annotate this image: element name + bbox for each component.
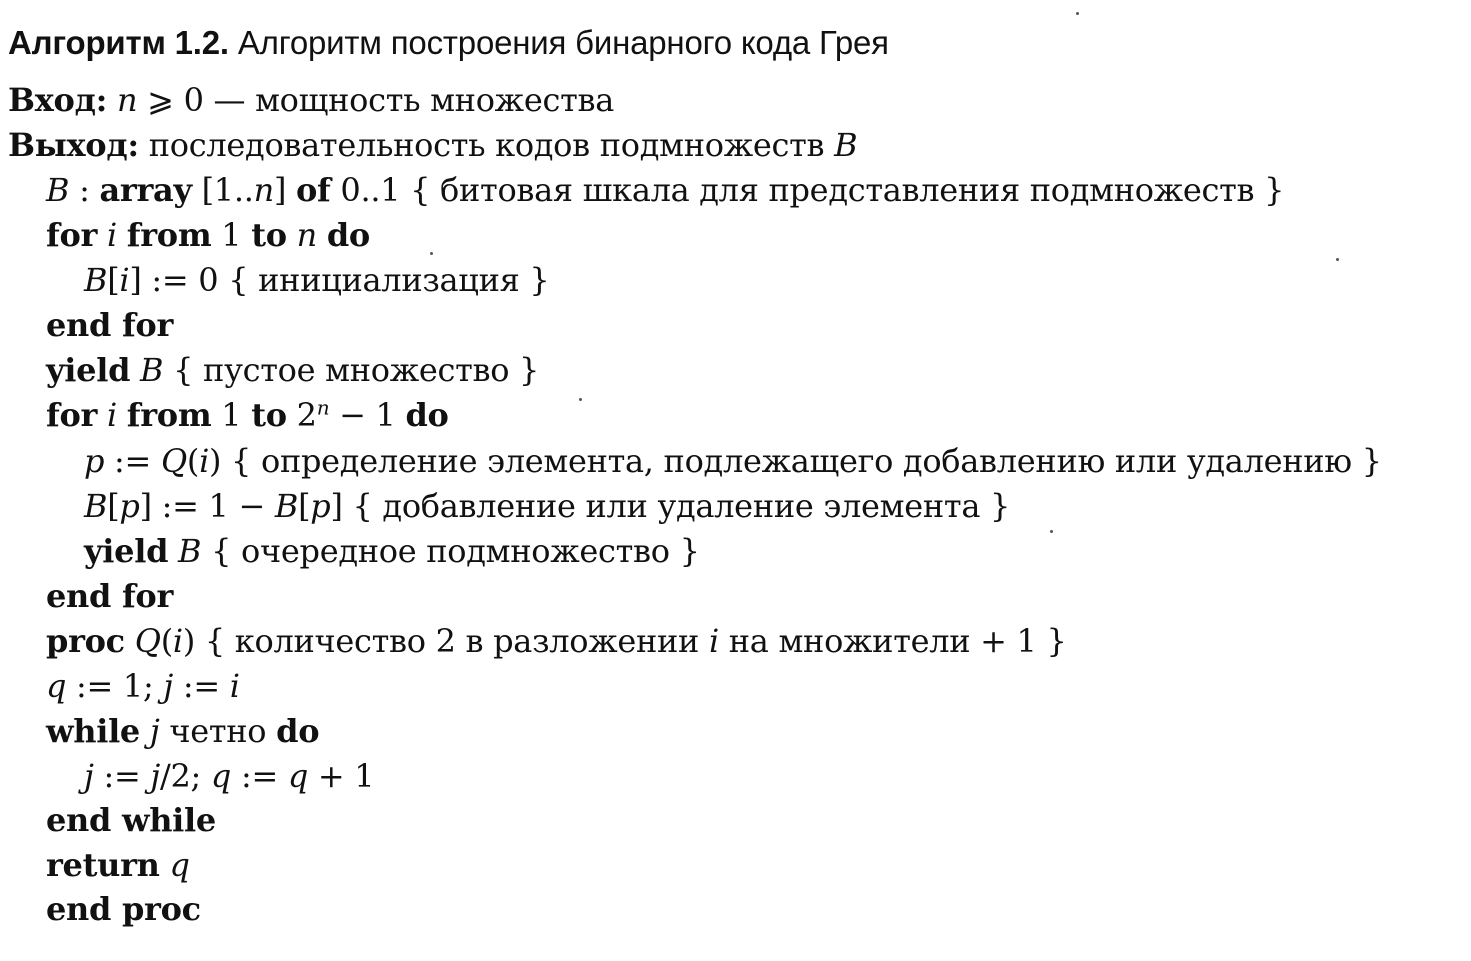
var-q: q	[210, 757, 232, 795]
algorithm-name: Алгоритм построения бинарного кода Грея	[237, 24, 889, 61]
output-line	[8, 125, 857, 165]
var-p: p	[310, 487, 331, 525]
code-comment: { определение элемента, подлежащего добавлению или удалению }	[221, 442, 1382, 480]
input-line	[8, 80, 614, 120]
output-var: B	[834, 126, 858, 164]
bracket: ]	[139, 487, 152, 525]
scan-speck	[430, 252, 433, 255]
var-b: B	[274, 487, 299, 525]
number: 1	[211, 396, 252, 434]
bracket: [	[107, 261, 120, 299]
range-open: [1..	[191, 171, 254, 209]
bracket: ]	[330, 487, 343, 525]
condition-text: четно	[159, 712, 277, 750]
expression: /2;	[160, 757, 211, 795]
keyword-array: array	[99, 171, 192, 209]
bracket: [	[298, 487, 311, 525]
scan-speck	[579, 398, 582, 401]
scan-speck	[1050, 530, 1053, 533]
code-comment: { пустое множество }	[163, 351, 540, 389]
paren: (	[160, 622, 173, 660]
output-text: последовательность кодов подмножеств	[148, 126, 835, 164]
var-i: i	[199, 442, 209, 480]
var-b: B	[140, 351, 164, 389]
code-line-8	[84, 486, 1010, 526]
code-line-7	[84, 441, 1382, 481]
minus-one: − 1	[329, 396, 406, 434]
assign: := 1;	[66, 667, 164, 705]
keyword-from: from	[126, 396, 212, 434]
keyword-end-proc: end proc	[46, 890, 201, 928]
code-comment: { добавление или удаление элемента }	[342, 487, 1011, 525]
code-line-4	[46, 305, 173, 345]
bracket: ]	[129, 261, 142, 299]
var-q: q	[46, 667, 67, 705]
input-text: ⩾ 0 — мощность множества	[137, 81, 614, 119]
code-line-1	[46, 170, 1284, 210]
algorithm-title	[8, 24, 889, 62]
keyword-do: do	[326, 216, 370, 254]
code-line-12	[46, 666, 240, 706]
code-line-3	[84, 260, 549, 300]
var-b: B	[84, 261, 108, 299]
code-line-11	[46, 621, 1067, 661]
keyword-return: return	[46, 846, 160, 884]
var-i: i	[106, 216, 117, 254]
var-i: i	[106, 396, 117, 434]
var-j: j	[84, 757, 94, 795]
input-var: n	[117, 81, 138, 119]
algorithm-number: Алгоритм 1.2.	[8, 24, 229, 61]
output-label: Выход:	[8, 126, 139, 164]
var-i: i	[229, 667, 240, 705]
paren: )	[209, 442, 222, 480]
code-comment: на множители + 1 }	[718, 622, 1067, 660]
code-line-13	[46, 711, 319, 751]
range-close: ]	[273, 171, 296, 209]
power-exponent: n	[316, 395, 330, 420]
keyword-yield: yield	[84, 532, 169, 570]
code-line-5	[46, 350, 539, 390]
scan-speck	[1336, 258, 1339, 261]
var-n: n	[296, 216, 317, 254]
code-comment: 0..1 { битовая шкала для представления подмножеств }	[330, 171, 1285, 209]
code-line-9	[84, 531, 700, 571]
code-comment: := 0 { инициализация }	[141, 261, 550, 299]
power-base: 2	[286, 396, 317, 434]
var-i: i	[708, 622, 719, 660]
code-line-17	[46, 889, 201, 929]
var-b: B	[84, 487, 108, 525]
keyword-end-for: end for	[46, 306, 174, 344]
keyword-to: to	[251, 216, 287, 254]
keyword-proc: proc	[46, 622, 125, 660]
var-j: j	[150, 757, 160, 795]
var-n: n	[253, 171, 274, 209]
keyword-do: do	[276, 712, 320, 750]
input-label: Вход:	[8, 81, 108, 119]
func-q: Q	[160, 442, 187, 480]
code-line-2	[46, 215, 370, 255]
keyword-to: to	[251, 396, 287, 434]
code-line-6	[46, 395, 449, 435]
keyword-end-while: end while	[46, 801, 216, 839]
paren: (	[186, 442, 200, 480]
var-j: j	[149, 712, 160, 750]
code-comment: { очередное подмножество }	[201, 532, 700, 570]
number: 1	[211, 216, 252, 254]
keyword-while: while	[46, 712, 140, 750]
assign: :=	[231, 757, 288, 795]
assign: :=	[104, 442, 161, 480]
var-q: q	[169, 846, 190, 884]
scan-speck	[1076, 12, 1079, 15]
code-line-14	[84, 756, 374, 796]
keyword-do: do	[405, 396, 449, 434]
keyword-for: for	[46, 216, 98, 254]
var-i: i	[119, 261, 130, 299]
assign: :=	[172, 667, 230, 705]
colon: :	[69, 171, 100, 209]
code-line-16	[46, 845, 190, 885]
code-line-10	[46, 576, 173, 616]
var-p: p	[84, 442, 105, 480]
var-p: p	[119, 487, 140, 525]
keyword-of: of	[296, 171, 331, 209]
assign: :=	[93, 757, 151, 795]
var-b: B	[46, 171, 70, 209]
var-b: B	[178, 532, 202, 570]
keyword-end-for: end for	[46, 577, 174, 615]
var-j: j	[163, 667, 173, 705]
var-i: i	[172, 622, 183, 660]
expression: + 1	[308, 757, 375, 795]
keyword-yield: yield	[46, 351, 131, 389]
expression: := 1 −	[151, 487, 275, 525]
func-q: Q	[134, 622, 161, 660]
keyword-for: for	[46, 396, 98, 434]
bracket: [	[107, 487, 120, 525]
paren: )	[182, 622, 195, 660]
code-comment: { количество 2 в разложении	[195, 622, 709, 660]
keyword-from: from	[126, 216, 212, 254]
code-line-15	[46, 800, 216, 840]
var-q: q	[287, 757, 309, 795]
